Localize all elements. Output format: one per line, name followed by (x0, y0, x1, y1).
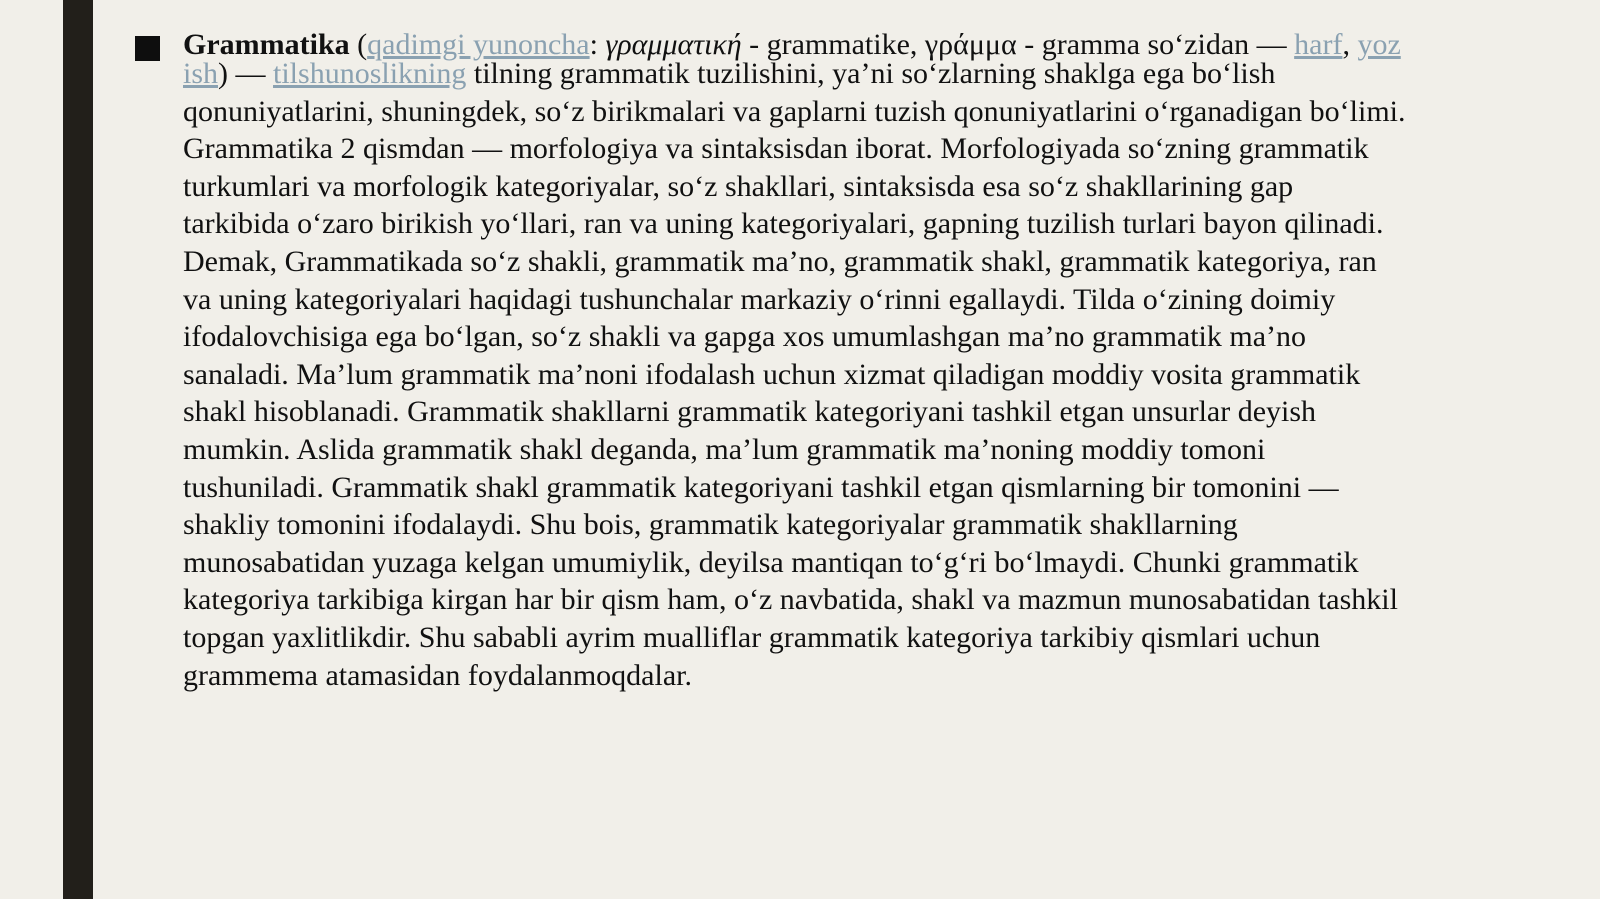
paragraph-line: qonuniyatlarini, shuningdek, soʻz birikmalari va gaplarni tuzish qonuniyatlarini oʻrganadigan boʻlimi. (183, 94, 1406, 128)
paragraph-line: Grammatika 2 qismdan — morfologiya va sintaksisdan iborat. Morfologiyada soʻzning grammatik (183, 132, 1369, 166)
link-harf[interactable]: harf (1294, 28, 1343, 61)
paragraph-line: Demak, Grammatikada soʻz shakli, grammatik ma’no, grammatik shakl, grammatik kategoriya, ran (183, 244, 1377, 278)
paragraph-line: tarkibida oʻzaro birikish yoʻllari, ran va uning kategoriyalari, gapning tuzilish turlari bayon qilinadi. (183, 207, 1384, 241)
link-ancient-greek[interactable]: qadimgi yunoncha (367, 28, 590, 61)
colon: : (589, 28, 606, 61)
line-2-text: tilning grammatik tuzilishini, ya’ni soʻzlarning shaklga ega boʻlish (466, 57, 1276, 90)
paragraph-line: kategoriya tarkibiga kirgan har bir qism ham, oʻz navbatida, shakl va mazmun munosabatidan tashkil (183, 583, 1398, 617)
paragraph-line: topgan yaxlitlikdir. Shu sababli ayrim mualliflar grammatik kategoriya tarkibiy qismlari uchun (183, 620, 1321, 654)
link-yozish-part1[interactable]: yoz (1357, 28, 1401, 61)
open-paren: ( (349, 28, 368, 61)
paragraph-line: shakliy tomonini ifodalaydi. Shu bois, grammatik kategoriyalar grammatik shakllarning (183, 508, 1238, 542)
paragraph-line: turkumlari va morfologik kategoriyalar, soʻz shakllari, sintaksisda esa soʻz shakllarining gap (183, 169, 1294, 203)
paragraph-line: mumkin. Aslida grammatik shakl deganda, ma’lum grammatik ma’noning moddiy tomoni (183, 432, 1266, 466)
paragraph-line-1 (183, 26, 1538, 61)
paragraph-line: sanaladi. Ma’lum grammatik ma’noni ifodalash uchun xizmat qiladigan moddiy vosita grammatik (183, 357, 1361, 391)
greek-etymology: - grammatike, γράμμα - gramma soʻzidan — (741, 28, 1295, 61)
link-tilshunoslik[interactable]: tilshunoslikning (273, 57, 467, 90)
greek-word: γραμματική (605, 28, 742, 61)
link-yozish-part2[interactable]: ish (183, 57, 219, 90)
comma: , (1342, 28, 1358, 61)
paragraph-line: va uning kategoriyalari haqidagi tushunchalar markaziy oʻrinni egallaydi. Tilda oʻzining doimiy (183, 282, 1336, 316)
paragraph-line: grammema atamasidan foydalanmoqdalar. (183, 658, 692, 692)
square-bullet-icon (135, 36, 160, 61)
paragraph-line: tushuniladi. Grammatik shakl grammatik kategoriyani tashkil etgan qismlarning bir tomonini — (183, 470, 1339, 504)
paragraph-line: munosabatidan yuzaga kelgan umumiylik, deyilsa mantiqan toʻgʻri boʻlmaydi. Chunki grammatik (183, 545, 1359, 579)
grammar-paragraph (183, 26, 1538, 694)
paragraph-line: shakl hisoblanadi. Grammatik shakllarni grammatik kategoriyani tashkil etgan unsurlar deyish (183, 395, 1317, 429)
left-accent-bar (63, 0, 93, 899)
term-title: Grammatika (183, 28, 350, 61)
paragraph-line: ifodalovchisiga ega boʻlgan, soʻz shakli va gapga xos umumlashgan ma’no grammatik ma’no (183, 320, 1307, 354)
close-paren-dash: ) — (218, 57, 274, 90)
